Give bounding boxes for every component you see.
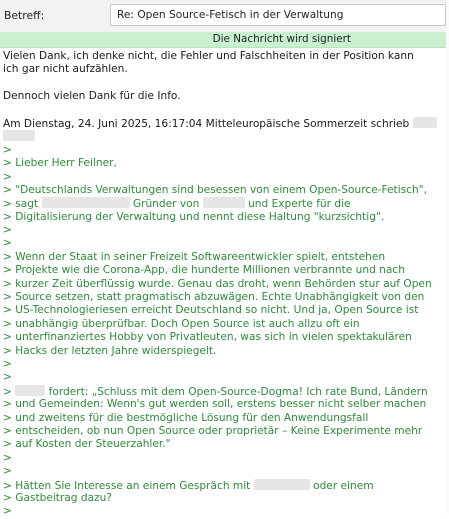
redacted-text (254, 479, 310, 490)
quoted-line: > (3, 237, 12, 250)
quoted-line: > Wenn der Staat in seiner Freizeit Softwareentwickler spielt, entstehen (3, 250, 386, 263)
quoted-line: > und zweitens für die bestmögliche Lösung für den Anwendungsfall (3, 411, 369, 424)
quoted-line: > (3, 143, 12, 156)
quoted-line: > (3, 505, 12, 518)
quoted-line: > entscheiden, ob nun Open Source oder proprietär – Keine Experimente mehr (3, 424, 423, 437)
message-header (0, 0, 449, 33)
quoted-line (3, 479, 443, 492)
quoted-line: > (3, 224, 12, 237)
quoted-line: > unabhängig überprüfbar. Doch Open Source ist auch allzu oft ein (3, 317, 360, 330)
redacted-text (413, 117, 437, 128)
quoted-line: > (3, 170, 12, 183)
quoted-line: > (3, 451, 12, 464)
quoted-line: > "Deutschlands Verwaltungen sind besessen von einem Open-Source-Fetisch", (3, 183, 427, 196)
quoted-line: > Source setzen, statt pragmatisch abzuwägen. Echte Unabhängigkeit von den (3, 291, 425, 304)
reply-line: Dennoch vielen Dank für die Info. (3, 90, 181, 103)
signing-status-text: Die Nachricht wird signiert (212, 33, 351, 45)
quoted-text: > Hätten Sie Interesse an einem Gespräch mit (3, 479, 251, 492)
quoted-line: > (3, 357, 12, 370)
reply-line (3, 77, 443, 90)
redacted-text (15, 385, 45, 396)
quoted-line: > Digitalisierung der Verwaltung und nennt diese Haltung "kurzsichtig". (3, 210, 385, 223)
quoted-line: > (3, 371, 12, 384)
message-body[interactable] (3, 50, 443, 519)
quoted-line: > Projekte wie die Corona-App, die hunderte Millionen verbrannte und nach (3, 264, 405, 277)
redacted-text (203, 197, 245, 208)
redacted-text (42, 197, 130, 208)
quote-attribution (3, 117, 443, 130)
quoted-text: > sagt (3, 198, 39, 211)
reply-line (3, 104, 443, 117)
quoted-line: > Hacks der letzten Jahre widerspiegelt. (3, 344, 217, 357)
quote-attribution-cont (3, 130, 443, 143)
signing-notification-bar (0, 32, 449, 48)
quoted-line: > Gastbeitrag dazu? (3, 491, 113, 504)
quoted-text: und Experte für die (248, 198, 351, 211)
reply-line: ich gar nicht aufzählen. (3, 63, 128, 76)
quoted-line (3, 197, 443, 210)
quoted-line: > auf Kosten der Steuerzahler." (3, 438, 171, 451)
quoted-text: > (3, 385, 12, 398)
attribution-text: Am Dienstag, 24. Juni 2025, 16:17:04 Mitteleuropäische Sommerzeit schrieb (3, 117, 410, 130)
quoted-text: fordert: „Schluss mit dem Open-Source-Dogma! Ich rate Bund, Ländern (48, 385, 428, 398)
subject-input[interactable]: Re: Open Source-Fetisch in der Verwaltung (110, 4, 446, 26)
redacted-text (3, 130, 35, 141)
quoted-line: > unterfinanziertes Hobby von Privatleuten, was sich in vielen spektakulären (3, 331, 412, 344)
quoted-line: > (3, 465, 12, 478)
quoted-line (3, 385, 443, 398)
subject-label: Betreff: (4, 9, 45, 22)
quoted-line: > und Gemeinden: Wenn's gut werden soll, erstens besser nicht selber machen (3, 398, 427, 411)
quoted-text: Gründer von (132, 198, 200, 211)
reply-line: Vielen Dank, ich denke nicht, die Fehler und Falschheiten in der Position kann (3, 50, 414, 62)
quoted-line: > kurzer Zeit überflüssig wurde. Genau das droht, wenn Behörden stur auf Open (3, 277, 432, 290)
quoted-line: > US-Technologieriesen erreicht Deutschland so nicht. Und ja, Open Source ist (3, 304, 419, 317)
quoted-text: oder einem (313, 479, 374, 492)
quoted-line: > Lieber Herr Feilner, (3, 157, 117, 170)
